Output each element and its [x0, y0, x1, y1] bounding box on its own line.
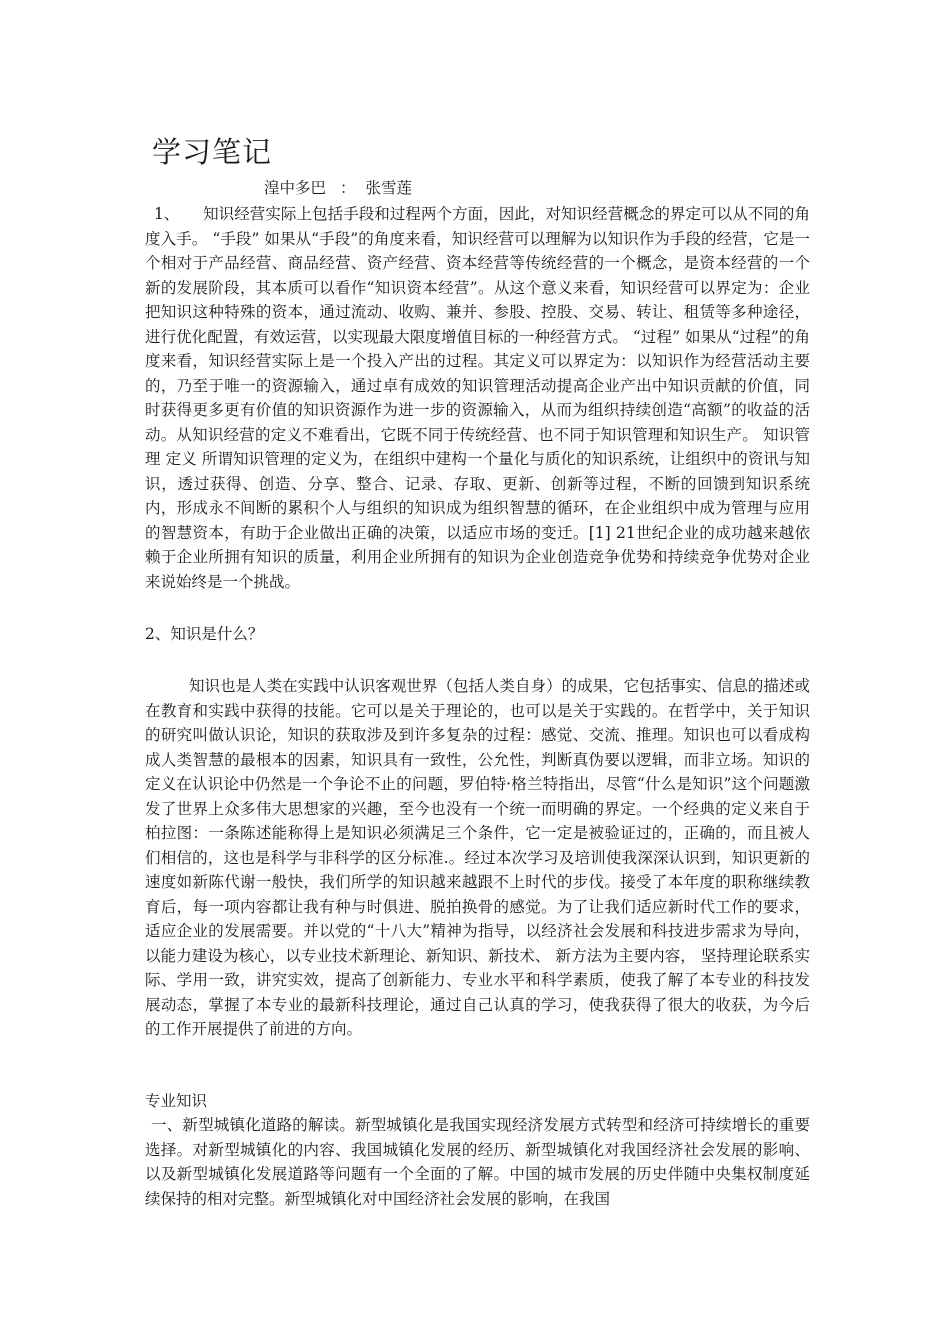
author-line: [264, 176, 412, 200]
section-3-heading: 专业知识: [145, 1092, 208, 1110]
author-unit: 湟中多巴: [264, 179, 327, 197]
section-2-heading: 2、知识是什么？: [145, 625, 264, 643]
section-1-number: 1、: [154, 205, 180, 223]
author-name: 张雪莲: [365, 179, 413, 197]
author-separator: ：: [340, 179, 356, 197]
section-2-paragraph: 知识也是人类在实践中认识客观世界（包括人类自身）的成果，它包括事实、信息的描述或在教育和实践中获得的技能。它可以是关于理论的，也可以是关于实践的。在哲学中，关于知识的研究叫做认识论，知识的获取涉及到许多复杂的过程：感觉、交流、推理。知识也可以看成构成人类智慧的最根本的因素，知识具有一致性，公允性，判断真伪要以逻辑，而非立场。知识的定义在认识论中仍然是一个争论不止的问题，罗伯特·格兰特指出，尽管“什么是知识”这个问题激发了世界上众多伟大思想家的兴趣，至今也没有一个统一而明确的界定。一个经典的定义来自于柏拉图：一条陈述能称得上是知识必须满足三个条件，它一定是被验证过的，正确的，而且被人们相信的，这也是科学与非科学的区分标准.。经过本次学习及培训使我深深认识到，知识更新的速度如新陈代谢一般快，我们所学的知识越来越跟不上时代的步伐。接受了本年度的职称继续教育后，每一项内容都让我有种与时俱进、脱拍换骨的感觉。为了让我们适应新时代工作的要求，适应企业的发展需要。并以党的“十八大”精神为指导，以经济社会发展和科技进步需求为导向，以能力建设为核心，以专业技术新理论、新知识、新技术、 新方法为主要内容， 坚持理论联系实际、学用一致，讲究实效，提高了创新能力、专业水平和科学素质，使我了解了本专业的科技发展动态，掌握了本专业的最新科技理论，通过自己认真的学习，使我获得了很大的收获，为今后的工作开展提供了前进的方向。: [145, 677, 810, 1038]
section-1-text: 知识经营实际上包括手段和过程两个方面，因此，对知识经营概念的界定可以从不同的角度入手。 “手段” 如果从“手段”的角度来看，知识经营可以理解为以知识作为手段的经营，它是一个相对于产品经营、商品经营、资产经营、资本经营等传统经营的一个概念，是资本经营的一个新的发展阶段，其本质可以看作“知识资本经营”。从这个意义来看，知识经营可以界定为：企业把知识这种特殊的资本，通过流动、收购、兼并、参股、控股、交易、转让、租赁等多种途径，进行优化配置，有效运营，以实现最大限度增值目标的一种经营方式。 “过程” 如果从“过程”的角度来看，知识经营实际上是一个投入产出的过程。其定义可以界定为：以知识作为经营活动主要的，乃至于唯一的资源输入，通过卓有成效的知识管理活动提高企业产出中知识贡献的价值，同时获得更多更有价值的知识资源作为进一步的资源输入，从而为组织持续创造“高额”的收益的活动。从知识经营的定义不难看出，它既不同于传统经营、也不同于知识管理和知识生产。 知识管理 定义 所谓知识管理的定义为，在组织中建构一个量化与质化的知识系统，让组织中的资讯与知识，透过获得、创造、分享、整合、记录、存取、更新、创新等过程，不断的回馈到知识系统内，形成永不间断的累积个人与组织的知识成为组织智慧的循环，在企业组织中成为管理与应用的智慧资本，有助于企业做出正确的决策，以适应市场的变迁。[1] 21世纪企业的成功越来越依赖于企业所拥有知识的质量，利用企业所拥有的知识为企业创造竞争优势和持续竞争优势对企业来说始终是一个挑战。: [145, 205, 810, 591]
section-1-paragraph: [145, 202, 810, 594]
section-3-paragraph: 一、新型城镇化道路的解读。新型城镇化是我国实现经济发展方式转型和经济可持续增长的重要选择。对新型城镇化的内容、我国城镇化发展的经历、新型城镇化对我国经济社会发展的影响、以及新型城镇化发展道路等问题有一个全面的了解。中国的城市发展的历史伴随中央集权制度延续保持的相对完整。新型城镇化对中国经济社会发展的影响，在我国: [145, 1116, 810, 1208]
document-title: 学习笔记: [152, 135, 273, 169]
